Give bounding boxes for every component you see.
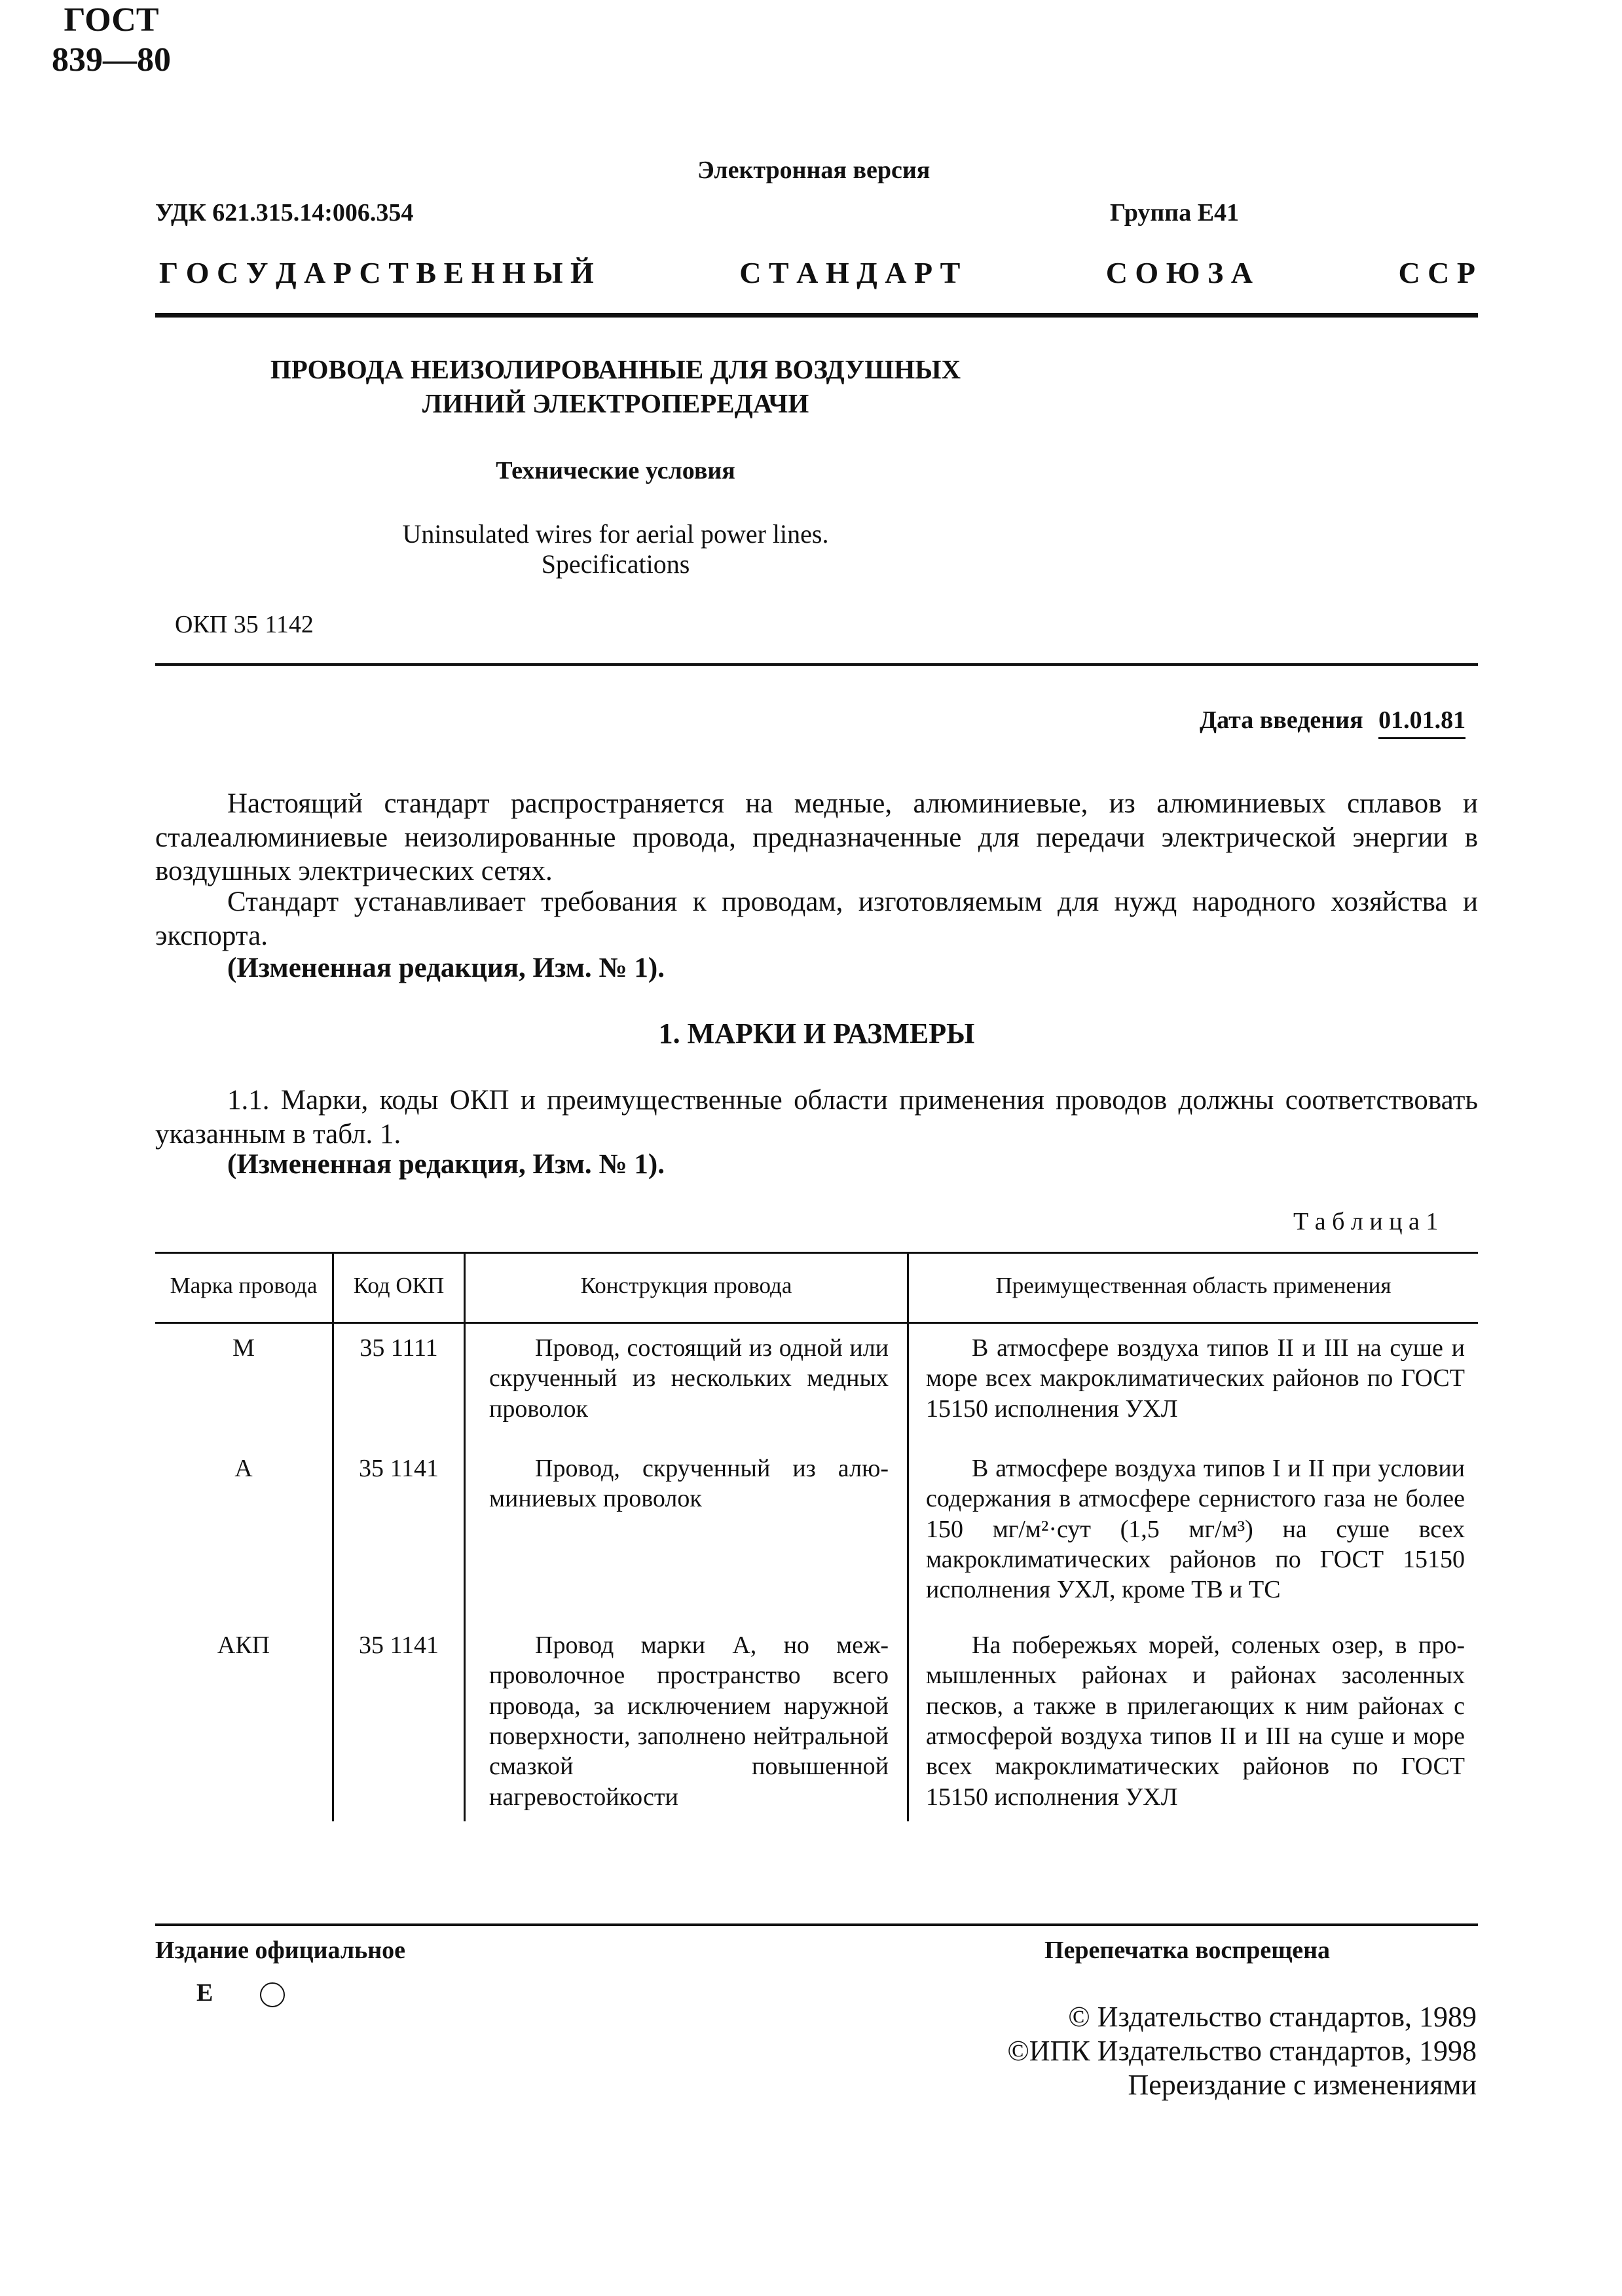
header-application: Преимущественная область применения bbox=[995, 1273, 1392, 1298]
reissue-note: Переиздание с изменениями bbox=[1128, 2069, 1477, 2101]
header-mark: Марка провода bbox=[170, 1273, 318, 1298]
row-1-application: В атмосфере воздуха типов II и III на суше и море всех макроклиматических районов по ГОСТ 15150 исполнения УХЛ bbox=[926, 1334, 1465, 1423]
table-caption: Т а б л и ц а 1 bbox=[1293, 1208, 1439, 1235]
document-subtitle: Технические условия bbox=[496, 457, 735, 484]
row-3-construction: Провод марки А, но межпроволочное пространство всего провода, за исключением наружной поверхности, заполнено нейтральной смазкой повышенной нагревостойкости bbox=[489, 1631, 889, 1811]
banner-word-standard: С Т А Н Д А Р Т bbox=[739, 256, 961, 289]
amendment-note-1: (Измененная редакция, Изм. № 1). bbox=[227, 953, 665, 983]
section-heading: 1. МАРКИ И РАЗМЕРЫ bbox=[658, 1017, 975, 1049]
banner-word-union: С О Ю З А bbox=[1105, 256, 1253, 289]
title-block-rule bbox=[155, 663, 1478, 666]
table-column-divider bbox=[464, 1252, 466, 1821]
row-1-code: 35 1111 bbox=[359, 1334, 438, 1362]
gost-label: ГОСТ bbox=[64, 1, 159, 39]
header-thick-rule bbox=[155, 313, 1478, 318]
electronic-version-label: Электронная версия bbox=[697, 156, 931, 184]
document-title-line2: ЛИНИЙ ЭЛЕКТРОПЕРЕДАЧИ bbox=[422, 388, 809, 418]
copyright-1989: © Издательство стандартов, 1989 bbox=[1068, 2001, 1477, 2033]
paragraph-requirements: Стандарт устанавливает требования к проводам, изготовляемым для нужд народного хозяйства и экспорта. bbox=[155, 886, 1478, 951]
copyright-1998: ©ИПК Издательство стандартов, 1998 bbox=[1007, 2035, 1477, 2067]
header-construction: Конструкция провода bbox=[580, 1273, 792, 1298]
footer-rule bbox=[155, 1923, 1478, 1926]
row-2-code: 35 1141 bbox=[358, 1455, 439, 1482]
conformity-circle-icon bbox=[260, 1982, 285, 2007]
english-title-line2: Specifications bbox=[541, 549, 690, 579]
english-title-line1: Uninsulated wires for aerial power lines. bbox=[402, 519, 829, 549]
banner-word-state: Г О С У Д А Р С Т В Е Н Н Ы Й bbox=[159, 256, 594, 289]
paragraph-scope: Настоящий стандарт распространяется на медные, алюминиевые, из алюминиевых сплавов и сталеалюминиевые неизолированные провода, предназначенные для передачи электрической энергии в воздушных электрических сетях. bbox=[155, 788, 1478, 887]
state-standard-banner bbox=[159, 255, 1475, 290]
header-okp-code: Код ОКП bbox=[353, 1273, 445, 1298]
row-2-construction: Провод, скрученный из алюминиевых проволок bbox=[489, 1455, 889, 1513]
row-3-mark: АКП bbox=[217, 1631, 270, 1659]
amendment-note-2: (Измененная редакция, Изм. № 1). bbox=[227, 1149, 665, 1180]
banner-word-ussr: С С Р bbox=[1398, 256, 1475, 289]
row-3-code: 35 1141 bbox=[358, 1631, 439, 1659]
official-edition: Издание официальное bbox=[155, 1937, 406, 1964]
reprint-prohibited: Перепечатка воспрещена bbox=[1044, 1937, 1331, 1964]
mark-e: Е bbox=[196, 1979, 213, 2007]
row-3-application: На побережьях морей, соленых озер, в промышленных районах и районах засоленных песков, а также в прилегающих к ним районах с атмосферой воздуха типов II и III на суше и море всех макроклиматических районов по ГОСТ 15150 исполнения УХЛ bbox=[926, 1631, 1465, 1811]
row-2-application: В атмосфере воздуха типов I и II при условии содержания в атмосфере сернистого газа не более 150 мг/м²·сут (1,5 мг/м³) на суше всех макроклиматических районов по ГОСТ 15150 исполнения УХЛ, кроме ТВ и ТС bbox=[926, 1455, 1465, 1604]
introduction-date-label: Дата введения bbox=[1200, 706, 1363, 734]
row-2-mark: А bbox=[234, 1455, 253, 1482]
document-title-line1: ПРОВОДА НЕИЗОЛИРОВАННЫЕ ДЛЯ ВОЗДУШНЫХ bbox=[270, 354, 961, 384]
udk-code: УДК 621.315.14:006.354 bbox=[155, 199, 414, 227]
table-column-divider bbox=[907, 1252, 909, 1821]
paragraph-1-1: 1.1. Марки, коды ОКП и преимущественные области применения проводов должны соответствовать указанным в табл. 1. bbox=[155, 1085, 1478, 1150]
row-1-mark: М bbox=[232, 1334, 255, 1362]
row-1-construction: Провод, состоящий из одной или скрученный из нескольких медных проволок bbox=[489, 1334, 889, 1423]
okp-code: ОКП 35 1142 bbox=[175, 611, 314, 638]
introduction-date bbox=[1200, 706, 1465, 739]
gost-code: 839—80 bbox=[52, 41, 171, 79]
gost-number bbox=[0, 0, 223, 81]
introduction-date-value: 01.01.81 bbox=[1378, 706, 1465, 739]
group-code: Группа Е41 bbox=[1110, 199, 1240, 227]
